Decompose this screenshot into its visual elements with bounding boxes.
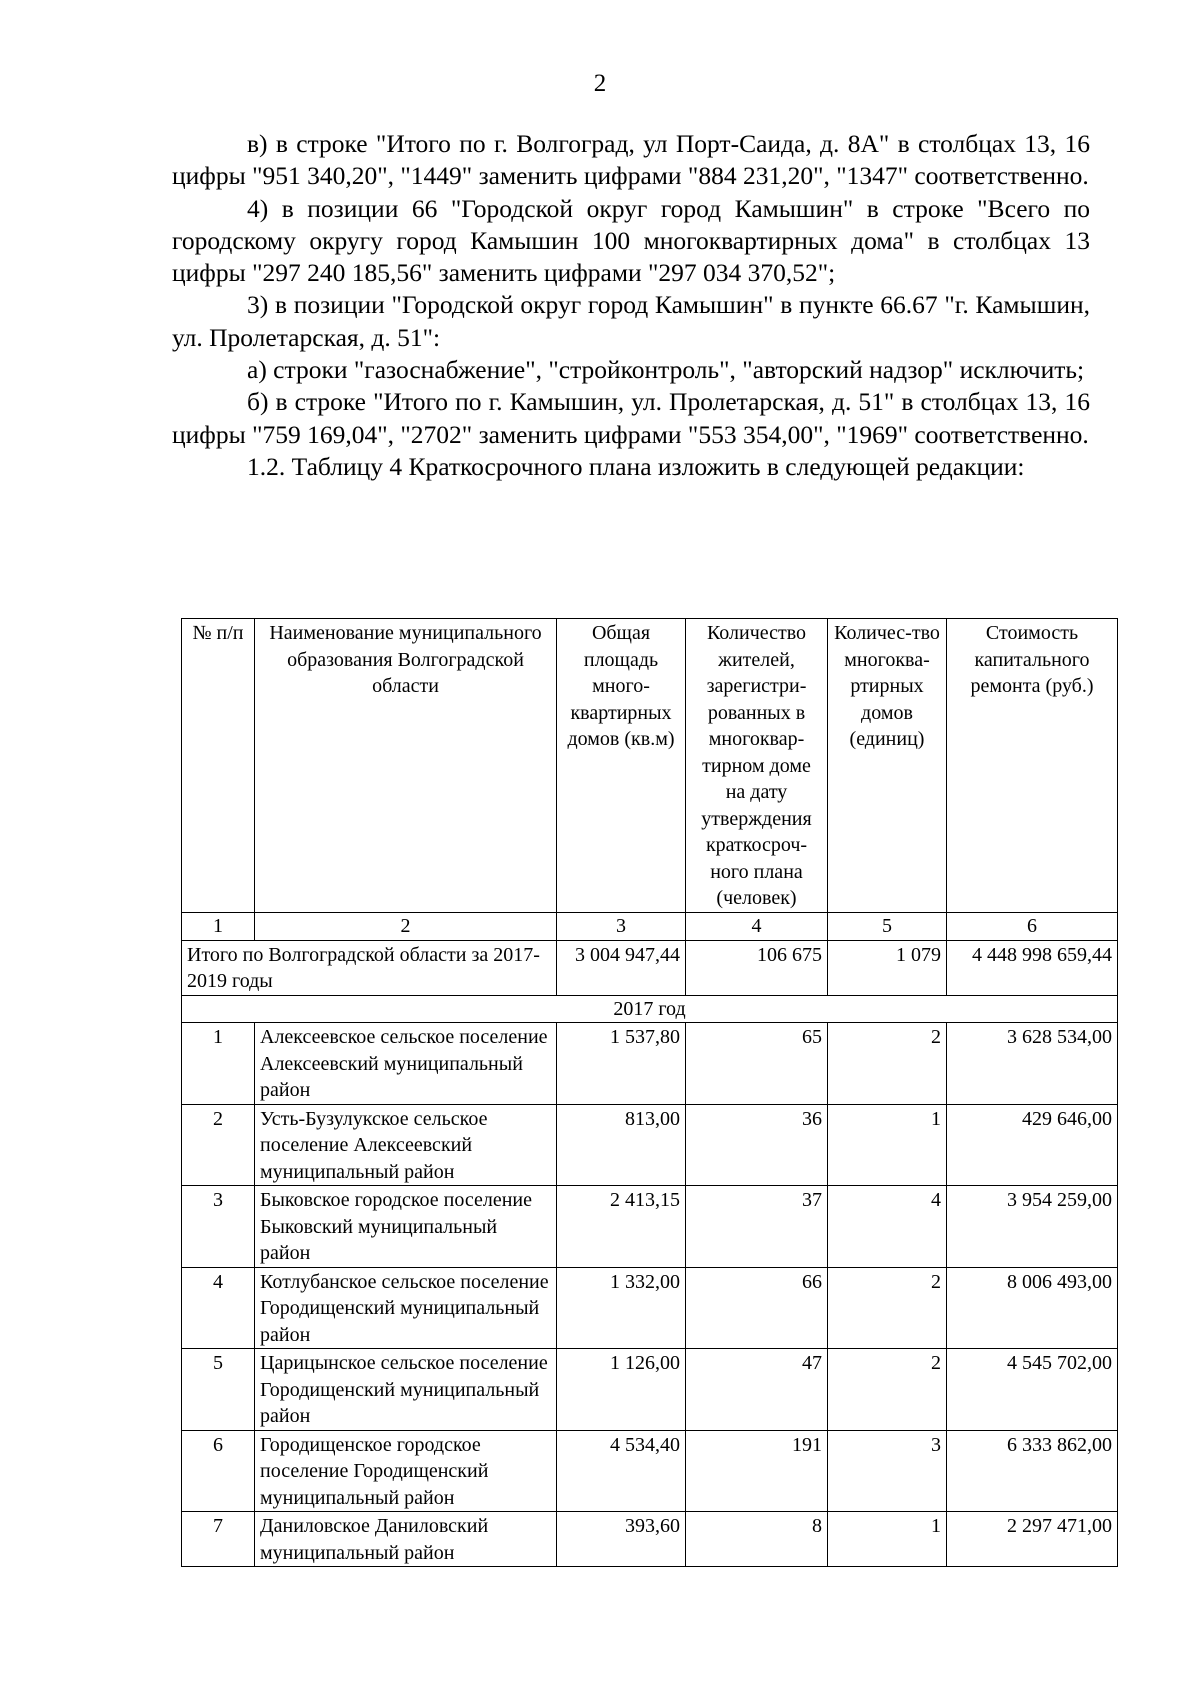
header-number: № п/п <box>182 619 255 913</box>
column-number: 4 <box>686 913 828 941</box>
row-area: 1 537,80 <box>557 1023 686 1105</box>
row-cost: 8 006 493,00 <box>947 1267 1118 1349</box>
column-number: 1 <box>182 913 255 941</box>
row-area: 393,60 <box>557 1512 686 1567</box>
row-cost: 3 954 259,00 <box>947 1186 1118 1268</box>
row-houses: 2 <box>828 1023 947 1105</box>
row-houses: 3 <box>828 1430 947 1512</box>
paragraph: 4) в позиции 66 "Городской округ город Камышин" в строке "Всего по городскому округу город Камышин 100 многоквартирных дома" в столбцах 13 цифры "297 240 185,56" заменить цифрами "297 034 370,52"; <box>172 193 1090 288</box>
row-number: 4 <box>182 1267 255 1349</box>
row-municipality: Усть-Бузулукское сельское поселение Алексеевский муниципальный район <box>255 1104 557 1186</box>
page-number: 2 <box>593 70 607 97</box>
paragraph: 1.2. Таблицу 4 Краткосрочного плана изложить в следующей редакции: <box>247 451 1025 481</box>
row-cost: 2 297 471,00 <box>947 1512 1118 1567</box>
row-residents: 191 <box>686 1430 828 1512</box>
row-number: 3 <box>182 1186 255 1268</box>
column-number: 6 <box>947 913 1118 941</box>
row-cost: 4 545 702,00 <box>947 1349 1118 1431</box>
row-municipality: Быковское городское поселение Быковский муниципальный район <box>255 1186 557 1268</box>
row-number: 6 <box>182 1430 255 1512</box>
row-houses: 2 <box>828 1349 947 1431</box>
row-municipality: Алексеевское сельское поселение Алексеевский муниципальный район <box>255 1023 557 1105</box>
header-municipality: Наименование муниципального образования Волгоградской области <box>255 619 557 913</box>
row-cost: 6 333 862,00 <box>947 1430 1118 1512</box>
table-row <box>182 1512 1118 1567</box>
row-cost: 429 646,00 <box>947 1104 1118 1186</box>
housing-repair-table <box>181 618 1118 1567</box>
table-row <box>182 1023 1118 1105</box>
row-area: 2 413,15 <box>557 1186 686 1268</box>
header-area: Общая площадь много-квартирных домов (кв.м) <box>557 619 686 913</box>
header-houses: Количес-тво многоква-ртирных домов (единиц) <box>828 619 947 913</box>
amendment-text <box>172 128 1090 483</box>
row-houses: 4 <box>828 1186 947 1268</box>
row-area: 1 332,00 <box>557 1267 686 1349</box>
table-row <box>182 1104 1118 1186</box>
paragraph: 3) в позиции "Городской округ город Камышин" в пункте 66.67 "г. Камышин, ул. Пролетарская, д. 51": <box>172 290 1090 352</box>
table-row <box>182 1430 1118 1512</box>
row-municipality: Котлубанское сельское поселение Городищенский муниципальный район <box>255 1267 557 1349</box>
row-houses: 2 <box>828 1267 947 1349</box>
paragraph: б) в строке "Итого по г. Камышин, ул. Пролетарская, д. 51" в столбцах 13, 16 цифры "759 169,04", "2702" заменить цифрами "553 354,00", "1969" соответственно. <box>172 387 1090 449</box>
total-row <box>182 940 1118 995</box>
year-label: 2017 год <box>182 995 1118 1023</box>
row-residents: 65 <box>686 1023 828 1105</box>
table-row <box>182 1186 1118 1268</box>
column-number: 3 <box>557 913 686 941</box>
row-number: 7 <box>182 1512 255 1567</box>
total-area: 3 004 947,44 <box>557 940 686 995</box>
row-number: 1 <box>182 1023 255 1105</box>
total-houses: 1 079 <box>828 940 947 995</box>
column-number: 5 <box>828 913 947 941</box>
row-houses: 1 <box>828 1104 947 1186</box>
row-municipality: Городищенское городское поселение Городищенский муниципальный район <box>255 1430 557 1512</box>
table-header-row <box>182 619 1118 913</box>
row-area: 4 534,40 <box>557 1430 686 1512</box>
column-number-row <box>182 913 1118 941</box>
row-number: 5 <box>182 1349 255 1431</box>
row-area: 1 126,00 <box>557 1349 686 1431</box>
table-row <box>182 1267 1118 1349</box>
row-cost: 3 628 534,00 <box>947 1023 1118 1105</box>
paragraph: а) строки "газоснабжение", "стройконтроль", "авторский надзор" исключить; <box>247 355 1085 385</box>
total-cost: 4 448 998 659,44 <box>947 940 1118 995</box>
row-residents: 37 <box>686 1186 828 1268</box>
row-area: 813,00 <box>557 1104 686 1186</box>
row-number: 2 <box>182 1104 255 1186</box>
total-label: Итого по Волгоградской области за 2017-2019 годы <box>182 940 557 995</box>
row-residents: 36 <box>686 1104 828 1186</box>
paragraph: в) в строке "Итого по г. Волгоград, ул Порт-Саида, д. 8А" в столбцах 13, 16 цифры "951 340,20", "1449" заменить цифрами "884 231,20", "1347" соответственно. <box>172 129 1090 191</box>
header-residents: Количество жителей, зарегистри-рованных в многоквар-тирном доме на дату утверждения краткосроч-ного плана (человек) <box>686 619 828 913</box>
row-houses: 1 <box>828 1512 947 1567</box>
row-municipality: Даниловское Даниловский муниципальный район <box>255 1512 557 1567</box>
row-residents: 47 <box>686 1349 828 1431</box>
row-residents: 8 <box>686 1512 828 1567</box>
year-row <box>182 995 1118 1023</box>
column-number: 2 <box>255 913 557 941</box>
header-cost: Стоимость капитального ремонта (руб.) <box>947 619 1118 913</box>
row-municipality: Царицынское сельское поселение Городищенский муниципальный район <box>255 1349 557 1431</box>
table-row <box>182 1349 1118 1431</box>
total-residents: 106 675 <box>686 940 828 995</box>
row-residents: 66 <box>686 1267 828 1349</box>
